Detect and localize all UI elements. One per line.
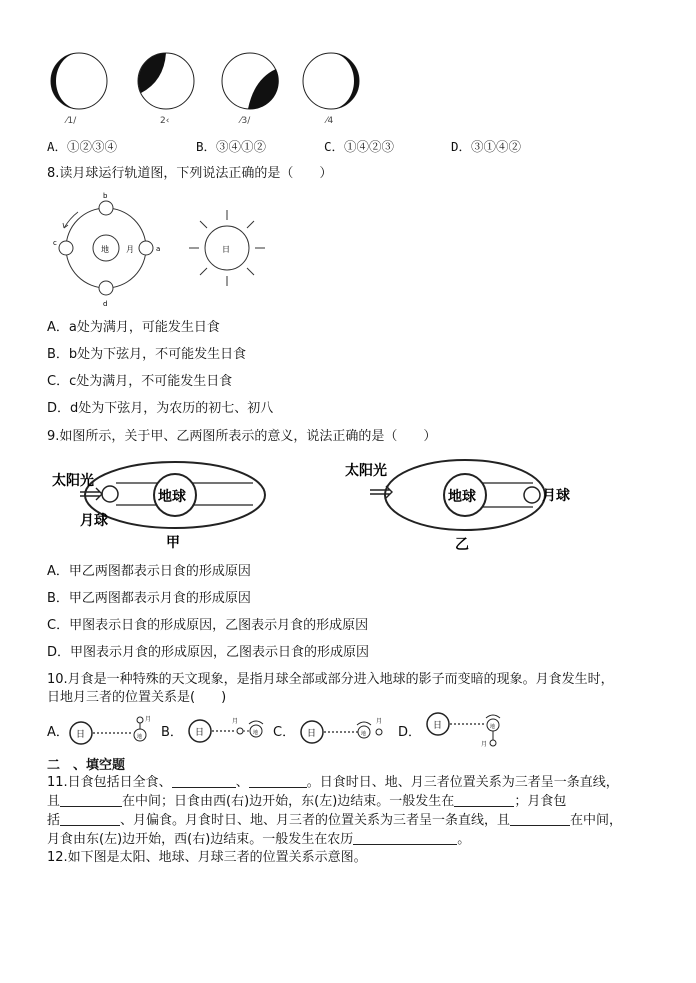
position-d: d — [103, 300, 108, 308]
svg-text:日: 日 — [307, 729, 317, 739]
q9-option-a[interactable]: A．甲乙两图都表示日食的形成原因 — [47, 564, 251, 579]
earth-label: 地 — [101, 245, 109, 254]
position-a: a — [156, 245, 161, 253]
sunlight-label: 太阳光 — [345, 463, 387, 479]
svg-text:月: 月 — [481, 741, 488, 748]
q7-option-b[interactable]: B．③④①② — [196, 139, 267, 154]
moon-label: 月 — [126, 245, 134, 254]
svg-text:地: 地 — [137, 734, 143, 740]
svg-text:地: 地 — [253, 730, 259, 736]
section-title: 二 、填空题 — [47, 758, 126, 773]
answer-blank[interactable] — [60, 811, 120, 826]
position-c: c — [53, 239, 57, 247]
svg-text:日: 日 — [195, 728, 205, 738]
svg-text:月: 月 — [232, 718, 239, 725]
q9-stem: 9.如图所示，关于甲、乙两图所表示的意义，说法正确的是（ ） — [47, 429, 437, 444]
q10-stem-line1: 10.月食是一种特殊的天文现象，是指月球全部或部分进入地球的影子而变暗的现象。月食发生时， — [47, 672, 614, 687]
moon-phase-3 — [220, 51, 280, 111]
answer-blank[interactable] — [454, 792, 514, 807]
q8-option-d[interactable]: D．d处为下弦月，为农历的初七、初八 — [47, 401, 274, 416]
q10-option-c-letter[interactable]: C． — [273, 725, 296, 740]
answer-blank[interactable] — [510, 811, 570, 826]
earth-label: 地球 — [448, 489, 476, 505]
q9-option-c[interactable]: C．甲图表示日食的形成原因，乙图表示月食的形成原因 — [47, 618, 369, 633]
moon-label: 月球 — [542, 488, 570, 504]
q7-option-d[interactable]: D．③①④② — [451, 139, 522, 154]
q8-option-a[interactable]: A．a处为满月，可能发生日食 — [47, 320, 220, 335]
svg-text:地 — [101, 244, 109, 254]
answer-blank[interactable] — [172, 773, 236, 788]
figure-yi-label: 乙 — [455, 537, 469, 553]
figure-jia-label: 甲 — [166, 535, 180, 551]
q10-option-a-figure[interactable] — [66, 712, 158, 748]
position-b: b — [103, 192, 108, 200]
q9-eclipse-figure-yi — [345, 455, 595, 555]
sun-label: 日 — [222, 245, 230, 254]
moon-phase-label: ⁄1/ — [66, 116, 77, 126]
answer-blank[interactable] — [249, 773, 307, 788]
q9-option-d[interactable]: D．甲图表示月食的形成原因，乙图表示日食的形成原因 — [47, 645, 370, 660]
svg-text:日: 日 — [76, 730, 86, 740]
q7-option-a[interactable]: A．①②③④ — [47, 139, 118, 154]
q10-option-b-figure[interactable] — [183, 712, 273, 748]
q10-option-d-figure[interactable] — [423, 710, 513, 752]
q8-moon-orbit-figure — [40, 190, 280, 310]
q11-line-2: 且 在中间；日食由西(右)边开始，东(左)边结束。一般发生在 ；月食包 — [47, 794, 567, 809]
q10-option-a-letter[interactable]: A． — [47, 725, 69, 740]
q10-option-d-letter[interactable]: D． — [398, 725, 422, 740]
svg-text:日: 日 — [433, 721, 443, 731]
answer-blank[interactable] — [353, 830, 457, 845]
moon-phase-label: 2‹ — [160, 116, 170, 126]
svg-text:地: 地 — [490, 724, 496, 730]
q9-option-b[interactable]: B．甲乙两图都表示月食的形成原因 — [47, 591, 251, 606]
moon-phase-label: ⁄3/ — [240, 116, 251, 126]
q10-option-b-letter[interactable]: B． — [161, 725, 183, 740]
earth-label: 地球 — [158, 489, 186, 505]
q11-line-1: 11.日食包括日全食、 、 。日食时日、地、月三者位置关系为三者呈一条直线， — [47, 775, 619, 790]
q9-eclipse-figure-jia — [50, 455, 290, 555]
q8-option-b[interactable]: B．b处为下弦月，不可能发生日食 — [47, 347, 247, 362]
svg-text:月: 月 — [376, 718, 383, 725]
q8-stem: 8.读月球运行轨道图，下列说法正确的是（ ） — [47, 166, 333, 181]
q10-stem-line2: 日地月三者的位置关系是( ) — [47, 690, 227, 705]
moon-phase-1 — [49, 51, 109, 111]
svg-text:月: 月 — [145, 716, 152, 723]
q11-line-3: 括 、月偏食。月食时日、地、月三者的位置关系为三者呈一条直线，且 在中间， — [47, 813, 623, 828]
moon-phase-4 — [301, 51, 361, 111]
moon-phase-2 — [136, 51, 196, 111]
sunlight-label: 太阳光 — [52, 473, 94, 489]
q10-option-c-figure[interactable] — [296, 712, 392, 748]
moon-phase-label: ⁄4 — [326, 116, 334, 126]
svg-text:地: 地 — [361, 731, 367, 737]
q11-line-4: 月食由东(左)边开始，西(右)边结束。一般发生在农历 。 — [47, 832, 471, 847]
moon-label: 月球 — [80, 513, 108, 529]
q12-stem: 12.如下图是太阳、地球、月球三者的位置关系示意图。 — [47, 850, 367, 865]
q7-option-c[interactable]: C．①④②③ — [324, 139, 395, 154]
answer-blank[interactable] — [60, 792, 122, 807]
q8-option-c[interactable]: C．c处为满月，不可能发生日食 — [47, 374, 233, 389]
